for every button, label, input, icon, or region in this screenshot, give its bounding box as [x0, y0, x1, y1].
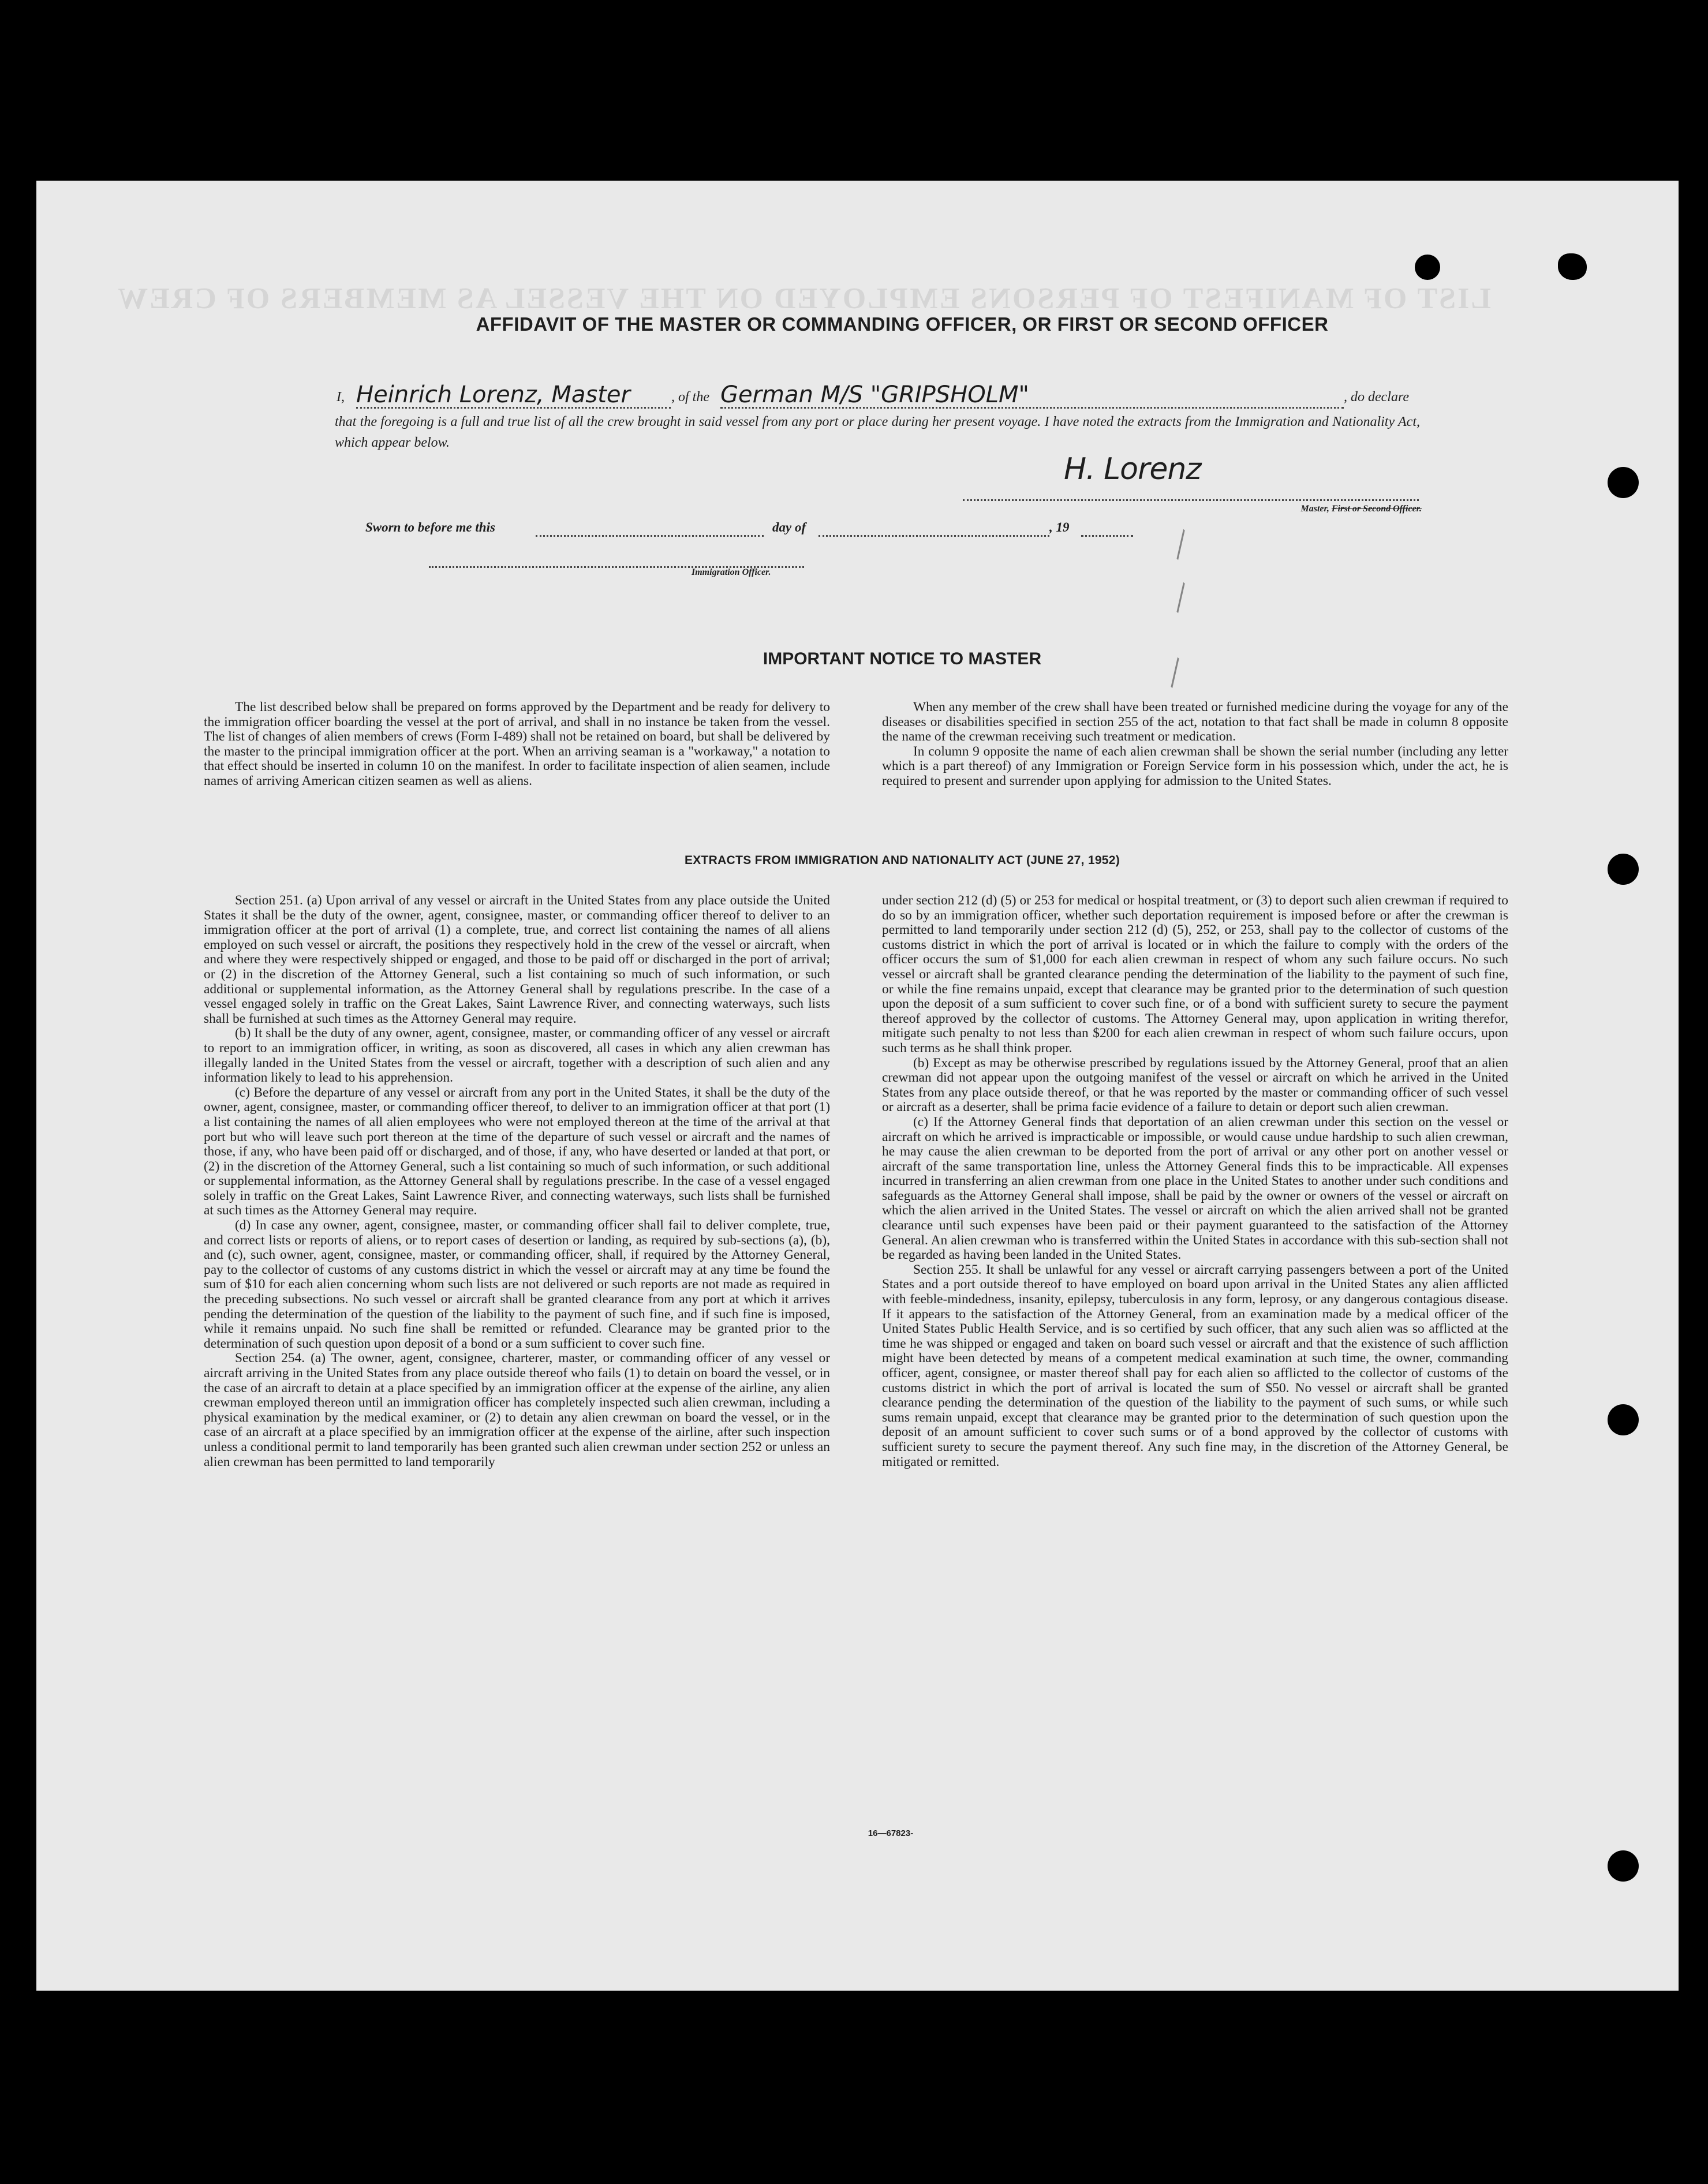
- paragraph: Section 255. It shall be unlawful for any vessel or aircraft carrying passengers between a port of the United States and a port outside thereof to have employed on board upon arrival in the United States any alien afflicted with feeble-mindedness, insanity, epilepsy, tuberculosis in any form, leprosy, or any dangerous contagious disease. If it appears to the satisfaction of the Attorney General, from an examination made by a medical officer of the United States Public Health Service, and is so certified by such officer, that any such alien was so afflicted at the time he was shipped or engaged and taken on board such vessel or aircraft and that the existence of such affliction might have been detected by means of a competent medical examination at such time, the owner, commanding officer, agent, consignee, or master thereof shall pay for each alien so afflicted to the collector of customs of the customs district in which the port of arrival is located the sum of $50. No vessel or aircraft shall be granted clearance pending the determination of the question of the liability to the payment of such sums, or while such sums remain unpaid, except that clearance may be granted prior to the determination of such question upon the deposit of an amount sufficient to cover such sums or of a bond approved by the collector of customs with sufficient surety to secure the payment thereof. Any such fine may, in the discretion of the Attorney General, be mitigated or remitted.: [882, 1262, 1508, 1469]
- paragraph: (b) Except as may be otherwise prescribed by regulations issued by the Attorney General, proof that an alien crewman did not appear upon the outgoing manifest of the vessel or aircraft on which he arrived in the United States from any place outside thereof, or that he was reported by the master or commanding officer of such vessel or aircraft as a deserter, shall be prima facie evidence of a failure to detain or deport such alien crewman.: [882, 1055, 1508, 1115]
- paragraph: (b) It shall be the duty of any owner, agent, consignee, master, or commanding officer of any vessel or aircraft to report to an immigration officer, in writing, as soon as discovered, all cases in which any alien crewman has illegally landed in the United States from the vessel or aircraft, together with a description of such alien and any information likely to lead to his apprehension.: [204, 1026, 830, 1086]
- paragraph: The list described below shall be prepared on forms approved by the Department and be ready for delivery to the immigration officer boarding the vessel at the port of arrival, and shall in no instance be taken from the vessel. The list of changes of alien members of crews (Form I-489) shall not be retained on board, but shall be delivered by the master to the principal immigration officer at the port. When an arriving seaman is a "workaway," a notation to that effect should be inserted in column 10 on the manifest. In order to facilitate inspection of alien seamen, include names of arriving American citizen seamen as well as aliens.: [204, 700, 830, 788]
- extracts-right-column: [882, 893, 1508, 1469]
- declarant-name: Heinrich Lorenz, Master: [356, 382, 630, 408]
- sworn-line: [365, 520, 1173, 543]
- paragraph: Section 254. (a) The owner, agent, consignee, charterer, master, or commanding officer of any vessel or aircraft arriving in the United States from any place outside thereof who fails (1) to detain on board the vessel, or in the case of an aircraft to detain at a place specified by an immigration officer at the expense of the airline, any alien crewman employed thereon until an immigration officer has completely inspected such alien crewman, including a physical examination by the medical examiner, or (2) to detain any alien crewman on board the vessel, or in the case of an aircraft at a place specified by an immigration officer at the expense of the airline, after such inspection unless a conditional permit to land temporarily has been granted such alien crewman under section 252 or unless an alien crewman has been permitted to land temporarily: [204, 1351, 830, 1469]
- stray-marks: ╲: [1167, 583, 1195, 613]
- master-signature: H. Lorenz: [1064, 452, 1201, 487]
- paragraph: Section 251. (a) Upon arrival of any vessel or aircraft in the United States from any place outside the United States it shall be the duty of the owner, agent, consignee, master, or commanding officer thereof to deliver to an immigration officer at the port of arrival (1) a complete, true, and correct list containing the names of all aliens employed on such vessel or aircraft, the positions they respectively hold in the crew of the vessel or aircraft, when and where they were respectively shipped or engaged, and those to be paid off or discharged in the port of arrival; or (2) in the discretion of the Attorney General, such a list containing so much of such information, or such additional or supplemental information, as the Attorney General shall by regulations prescribe. In the case of a vessel engaged solely in traffic on the Great Lakes, Saint Lawrence River, and connecting waterways, such lists shall be furnished at such times as the Attorney General may require.: [204, 893, 830, 1026]
- document-page: [36, 181, 1679, 1991]
- paragraph: (d) In case any owner, agent, consignee, master, or commanding officer shall fail to deliver complete, true, and correct lists or reports of aliens, or to report cases of desertion or landing, as required by sub-sections (a), (b), and (c), such owner, agent, consignee, master, or commanding officer, shall, if required by the Attorney General, pay to the collector of customs of any customs district in which the vessel or aircraft may at any time be found the sum of $10 for each alien concerning whom such lists are not delivered or such reports are not made as required in the preceding subsections. No such vessel or aircraft shall be granted clearance from any port at which it arrives pending the determination of the question of the liability to the payment of such fine, and if such fine is imposed, while it remains unpaid. No such fine shall be remitted or refunded. Clearance may be granted prior to the determination of such question upon deposit of a bond or a sum sufficient to cover such fine.: [204, 1218, 830, 1351]
- affidavit-title: AFFIDAVIT OF THE MASTER OR COMMANDING OFFICER, OR FIRST OR SECOND OFFICER: [476, 313, 1329, 335]
- declaration-text: that the foregoing is a full and true list of all the crew brought in said vessel from any port or place during her present voyage. I have noted the extracts from the Immigration and Nationality Act, which appear below.: [335, 414, 1420, 450]
- paragraph: (c) Before the departure of any vessel or aircraft from any port in the United States, it shall be the duty of the owner, agent, consignee, master, or commanding officer thereof, to deliver to an immigration officer at that port (1) a list containing the names of all alien employees who were not employed thereon at the time of the arrival at that port but who will leave such port thereon at the time of the departure of such vessel or aircraft and the names of those, if any, who have been paid off or discharged, and of those, if any, who have deserted or landed at that port, or (2) in the discretion of the Attorney General, such a list containing so much of such information, or such additional or supplemental information, as the Attorney General shall by regulations prescribe. In the case of a vessel engaged solely in traffic on the Great Lakes, Saint Lawrence River, and connecting waterways, such lists shall be furnished at such times as the Attorney General may require.: [204, 1084, 830, 1218]
- form-number: 16—67823-: [868, 1828, 914, 1838]
- stray-marks: ╲: [1161, 658, 1189, 688]
- declaration-prefix: I,: [337, 390, 345, 405]
- day-of-label: day of: [772, 520, 806, 534]
- immigration-officer-label: Immigration Officer.: [692, 567, 771, 577]
- do-declare-label: , do declare: [1344, 390, 1410, 405]
- bleed-through-text: LIST OF MANIFEST OF PERSONS EMPLOYED ON THE VESSEL AS MEMBERS OF CREW: [116, 282, 1491, 315]
- extracts-title: EXTRACTS FROM IMMIGRATION AND NATIONALITY ACT (JUNE 27, 1952): [684, 854, 1120, 867]
- vessel-name: German M/S "GRIPSHOLM": [720, 382, 1029, 408]
- signature-caption-master: Master,: [1300, 504, 1332, 514]
- notice-title: IMPORTANT NOTICE TO MASTER: [763, 649, 1042, 668]
- notice-left-column: [204, 700, 830, 789]
- signature-caption: [1301, 504, 1422, 514]
- of-the-label: , of the: [671, 390, 709, 405]
- paragraph: In column 9 opposite the name of each alien crewman shall be shown the serial number (including any letter which is a part thereof) of any Immigration or Foreign Service form in his possession which, under the act, he is required to present and surrender upon applying for admission to the United States.: [882, 743, 1508, 788]
- year-label: , 19: [1049, 520, 1070, 534]
- paragraph: (c) If the Attorney General finds that deportation of an alien crewman under this section on the vessel or aircraft on which he arrived is impracticable or impossible, or would cause undue hardship to such alien crewman, he may cause the alien crewman to be deported from the port of arrival or any other port on another vessel or aircraft of the same transportation line, unless the Attorney General finds this to be impracticable. All expenses incurred in transferring an alien crewman from one place in the United States to another under such conditions and safeguards as the Attorney General shall impose, shall be paid by the owner or owners of the vessel or aircraft on which the alien arrived in the United States. The vessel or aircraft on which the alien arrived shall not be granted clearance until such expenses have been paid or their payment guaranteed to the satisfaction of the Attorney General. An alien crewman who is transferred within the United States in accordance with this sub-section shall not be regarded as having been landed in the United States.: [882, 1114, 1508, 1263]
- paragraph: When any member of the crew shall have been treated or furnished medicine during the voyage for any of the diseases or disabilities specified in section 255 of the act, notation to that fact shall be made in column 8 opposite the name of the crewman receiving such treatment or medication.: [882, 700, 1508, 745]
- stray-marks: ╲: [1167, 530, 1195, 560]
- extracts-left-column: [204, 893, 830, 1469]
- notice-right-column: [882, 700, 1508, 789]
- sworn-prefix: Sworn to before me this: [365, 520, 495, 534]
- signature-caption-struck: First or Second Officer.: [1331, 504, 1422, 514]
- declaration-line: [337, 382, 1433, 416]
- signature-block: [925, 452, 1422, 515]
- paragraph: under section 212 (d) (5) or 253 for medical or hospital treatment, or (3) to deport such alien crewman if required to do so by an immigration officer, whether such deportation requirement is imposed before or after the crewman is permitted to land temporarily under section 212 (d) (5), 252, or 253, shall pay to the collector of customs of the customs district in which the port of arrival is located or in which the failure to comply with the orders of the officer occurs the sum of $1,000 for each alien crewman in respect of whom any such failure occurs. No such vessel or aircraft shall be granted clearance pending the determination of the liability to the payment of such fine, or while the fine remains unpaid, except that clearance may be granted prior to the determination of such question upon the deposit of a sum sufficient to cover such fine, or of a bond with sufficient surety to secure the payment thereof approved by the collector of customs. The Attorney General may, upon application in writing therefor, mitigate such penalty to not less than $200 for each alien crewman in respect of whom such failure occurs, upon such terms as he shall think proper.: [882, 893, 1508, 1056]
